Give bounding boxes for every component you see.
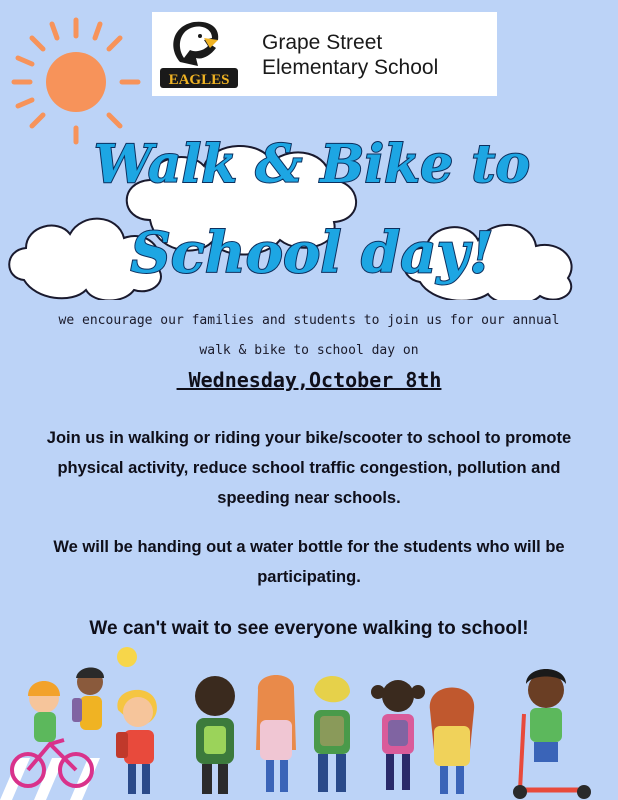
- kid-back-view-1-icon: [195, 676, 235, 794]
- title-area: [0, 100, 618, 300]
- school-name-line2: Elementary School: [262, 56, 439, 79]
- join-paragraph: Join us in walking or riding your bike/scooter to school to promote physical activity, reduce school traffic congestion, pollution and speeding near schools.: [46, 429, 572, 507]
- school-header: [152, 12, 497, 96]
- water-bottle-paragraph: We will be handing out a water bottle for the students who will be participating.: [53, 538, 565, 586]
- kid-back-view-4-icon: [371, 680, 425, 790]
- event-date: Wednesday,October 8th: [176, 368, 442, 392]
- kid-walking-icon: [72, 668, 104, 731]
- intro-text: [0, 306, 618, 366]
- school-name: [262, 30, 438, 80]
- kid-back-view-3-icon: [314, 676, 350, 792]
- girl-walking-icon: [116, 690, 157, 794]
- kid-on-scooter-icon: [513, 669, 591, 799]
- kids-illustration: [0, 640, 618, 800]
- kid-back-view-2-icon: [256, 675, 296, 792]
- title-line2: School day!: [130, 220, 494, 286]
- title-line1: Walk & Bike to: [93, 134, 531, 195]
- intro-line2: walk & bike to school day on: [199, 343, 419, 358]
- eagles-logo: [158, 18, 240, 90]
- closing-paragraph: We can't wait to see everyone walking to school!: [89, 618, 529, 639]
- school-name-line1: Grape Street: [262, 31, 383, 54]
- kid-back-view-5-icon: [430, 688, 474, 795]
- intro-line1: we encourage our families and students to join us for our annual: [58, 313, 560, 328]
- logo-text: EAGLES: [168, 72, 230, 88]
- small-sun-icon: [117, 647, 137, 667]
